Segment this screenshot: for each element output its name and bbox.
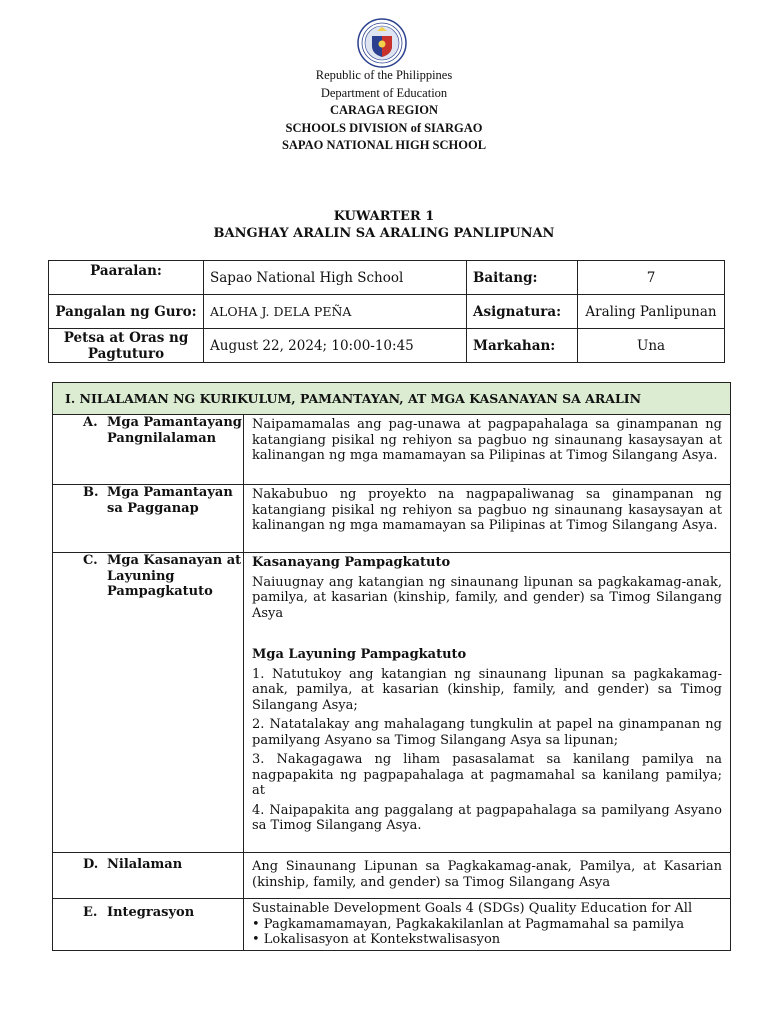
row-e-label bbox=[53, 899, 244, 951]
row-d-content: Ang Sinaunang Lipunan sa Pagkakamag-anak, Pamilya, at Kasarian (kinship, family, and gender) sa Timog Silangang Asya bbox=[244, 853, 731, 899]
kasanayan-text: Naiuugnay ang katangian ng sinaunang lipunan sa pagkakamag-anak, pamilya, at kasarian (kinship, family, and gender) sa Timog Silangang Asya bbox=[252, 574, 722, 621]
deped-seal-icon bbox=[357, 18, 407, 68]
row-d-label bbox=[53, 853, 244, 899]
layunin-item: 2. Natatalakay ang mahalagang tungkulin at papel na ginampanan ng pamilyang Asyano sa Timog Silangang Asya sa lipunan; bbox=[252, 717, 722, 748]
petsa-label: Petsa at Oras ng Pagtuturo bbox=[49, 329, 204, 363]
layunin-item: 4. Naipapakita ang paggalang at pagpapahalaga sa pamilyang Asyano sa Timog Silangang Asya. bbox=[252, 802, 722, 833]
info-table bbox=[48, 260, 725, 363]
curriculum-table bbox=[52, 382, 731, 951]
layunin-item: 3. Nakagagawa ng liham pasasalamat sa kanilang pamilya na nagpapakita ng pagpapahalaga at pagmamahal sa kanilang pamilya; at bbox=[252, 752, 722, 798]
row-e-letter: E. bbox=[83, 905, 98, 920]
integrasyon-line: Sustainable Development Goals 4 (SDGs) Quality Education for All bbox=[252, 901, 693, 916]
header-republic: Republic of the Philippines bbox=[315, 68, 453, 82]
header-division: SCHOOLS DIVISION of SIARGAO bbox=[285, 120, 483, 135]
row-a-title: Mga Pamantayang Pangnilalaman bbox=[107, 415, 242, 446]
integrasyon-line: • Pagkamamamayan, Pagkakakilanlan at Pagmamahal sa pamilya bbox=[252, 916, 685, 932]
baitang-value: 7 bbox=[578, 261, 725, 295]
document-title bbox=[0, 208, 768, 242]
row-c-letter: C. bbox=[83, 553, 98, 568]
letterhead bbox=[0, 67, 768, 155]
row-e-title: Integrasyon bbox=[107, 905, 195, 920]
kasanayan-heading: Kasanayang Pampagkatuto bbox=[252, 555, 451, 570]
row-d-title: Nilalaman bbox=[107, 857, 183, 872]
header-school: SAPAO NATIONAL HIGH SCHOOL bbox=[281, 138, 487, 152]
row-b-letter: B. bbox=[83, 485, 99, 500]
row-b-content: Nakabubuo ng proyekto na nagpapaliwanag sa ginampanan ng katangiang pisikal ng rehiyon sa pagbuo ng sinaunang kasaysayan at kalinangan ng mga mamamayan sa Pilipinas at Timog Silangang Asya. bbox=[244, 485, 731, 553]
row-c-label bbox=[53, 553, 244, 853]
paaralan-label: Paaralan: bbox=[49, 261, 204, 295]
layunin-item: 1. Natutukoy ang katangian ng sinaunang lipunan sa pagkakamag-anak, pamilya, at kasarian (kinship, family, and gender) sa Timog Silangang Asya; bbox=[252, 666, 722, 713]
row-c-title: Mga Kasanayan at Layuning Pampagkatuto bbox=[107, 553, 242, 599]
integrasyon-line: • Lokalisasyon at Kontekstwalisasyon bbox=[252, 932, 501, 947]
asignatura-value: Araling Panlipunan bbox=[578, 295, 725, 329]
markahan-label: Markahan: bbox=[467, 329, 578, 363]
row-b-title: Mga Pamantayan sa Pagganap bbox=[107, 485, 233, 516]
paaralan-value: Sapao National High School bbox=[204, 261, 467, 295]
guro-value: ALOHA J. DELA PEÑA bbox=[204, 295, 467, 329]
row-a-label bbox=[53, 415, 244, 485]
row-a-letter: A. bbox=[83, 415, 98, 430]
asignatura-label: Asignatura: bbox=[467, 295, 578, 329]
section-heading: I. NILALAMAN NG KURIKULUM, PAMANTAYAN, AT MGA KASANAYAN SA ARALIN bbox=[53, 383, 731, 415]
row-a-content: Naipamamalas ang pag-unawa at pagpapahalaga sa ginampanan ng katangiang pisikal ng rehiyon sa pagbuo ng sinaunang kasaysayan at kalinangan ng mga mamamayan sa Pilipinas at Timog Silangang Asya. bbox=[244, 415, 731, 485]
row-b-label bbox=[53, 485, 244, 553]
petsa-value: August 22, 2024; 10:00-10:45 bbox=[204, 329, 467, 363]
markahan-value: Una bbox=[578, 329, 725, 363]
title-subject: BANGHAY ARALIN SA ARALING PANLIPUNAN bbox=[213, 226, 555, 241]
header-region: CARAGA REGION bbox=[330, 103, 438, 117]
row-c-content bbox=[244, 553, 731, 853]
baitang-label: Baitang: bbox=[467, 261, 578, 295]
row-d-letter: D. bbox=[83, 857, 99, 872]
header-department: Department of Education bbox=[320, 85, 448, 100]
layunin-heading: Mga Layuning Pampagkatuto bbox=[252, 647, 467, 662]
title-quarter: KUWARTER 1 bbox=[333, 209, 435, 224]
guro-label: Pangalan ng Guro: bbox=[49, 295, 204, 329]
row-e-content bbox=[244, 899, 731, 951]
